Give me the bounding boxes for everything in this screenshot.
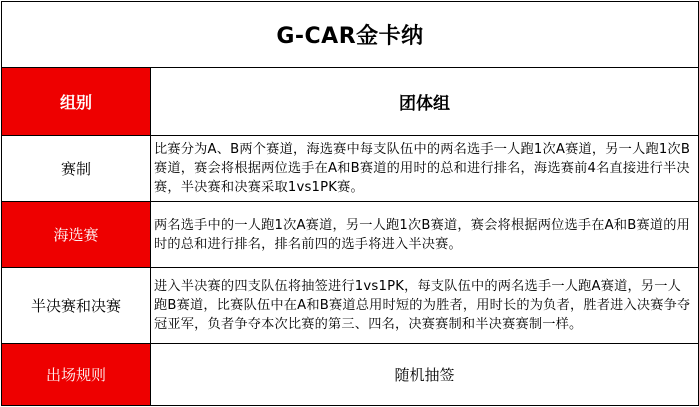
page-title: G-CAR金卡纳 xyxy=(2,2,699,68)
order-label: 出场规则 xyxy=(2,344,151,406)
semifinal-label: 半决赛和决赛 xyxy=(2,268,151,344)
format-row xyxy=(2,136,699,202)
rules-sheet xyxy=(0,1,699,407)
semifinal-text: 进入半决赛的四支队伍将抽签进行1vs1PK，每支队伍中的两名选手一人跑A赛道，另一人跑B赛道，比赛队伍中在A和B赛道总用时短的为胜者，用时长的为负者，胜者进入决赛争夺冠亚军，负者争夺本次比赛的第三、四名，决赛赛制和半决赛赛制一样。 xyxy=(151,268,699,344)
rules-table xyxy=(1,1,699,406)
order-row xyxy=(2,344,699,406)
qualifier-text: 两名选手中的一人跑1次A赛道，另一人跑1次B赛道，赛会将根据两位选手在A和B赛道的用时的总和进行排名，排名前四的选手将进入半决赛。 xyxy=(151,202,699,268)
qualifier-row xyxy=(2,202,699,268)
semifinal-row xyxy=(2,268,699,344)
qualifier-label: 海选赛 xyxy=(2,202,151,268)
order-text: 随机抽签 xyxy=(151,344,699,406)
format-label: 赛制 xyxy=(2,136,151,202)
group-value: 团体组 xyxy=(151,68,699,136)
format-text: 比赛分为A、B两个赛道，海选赛中每支队伍中的两名选手一人跑1次A赛道，另一人跑1次B赛道，赛会将根据两位选手在A和B赛道的用时的总和进行排名，海选赛前4名直接进行半决赛，半决赛和决赛采取1vs1PK赛。 xyxy=(151,136,699,202)
header-row xyxy=(2,68,699,136)
title-row xyxy=(2,2,699,68)
group-label: 组别 xyxy=(2,68,151,136)
